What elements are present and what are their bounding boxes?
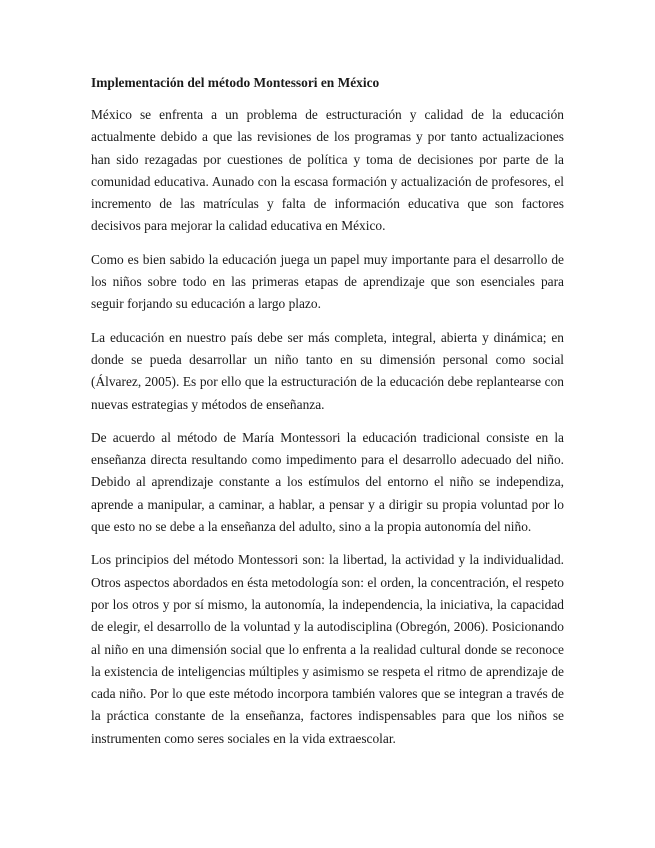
paragraph-2: Como es bien sabido la educación juega un papel muy importante para el desarrollo de los niños sobre todo en las primeras etapas de aprendizaje que son esenciales para seguir forjando su educación a largo plazo. <box>91 251 564 312</box>
paragraph-4: De acuerdo al método de María Montessori la educación tradicional consiste en la enseñanza directa resultando como impedimento para el desarrollo adecuado del niño. Debido al aprendizaje constante a los estímulos del entorno el niño se independiza, aprende a manipular, a caminar, a hablar, a pensar y a dirigir su propia voluntad por lo que esto no se debe a la enseñanza del adulto, sino a la propia autonomía del niño. <box>91 429 564 535</box>
document-body <box>91 74 564 761</box>
paragraph-1: México se enfrenta a un problema de estructuración y calidad de la educación actualmente debido a que las revisiones de los programas y por tanto actualizaciones han sido rezagadas por cuestiones de política y toma de decisiones por parte de la comunidad educativa. Aunado con la escasa formación y actualización de profesores, el incremento de las matrículas y falta de información educativa que son factores decisivos para mejorar la calidad educativa en México. <box>91 107 564 234</box>
document-title: Implementación del método Montessori en México <box>91 75 380 90</box>
paragraph-3: La educación en nuestro país debe ser más completa, integral, abierta y dinámica; en donde se pueda desarrollar un niño tanto en su dimensión personal como social (Álvarez, 2005). Es por ello que la estructuración de la educación debe replantearse con nuevas estrategias y métodos de enseñanza. <box>91 329 564 412</box>
paragraph-5: Los principios del método Montessori son: la libertad, la actividad y la individualidad. Otros aspectos abordados en ésta metodología son: el orden, la concentración, el respeto por los otros y por sí mismo, la autonomía, la independencia, la iniciativa, la capacidad de elegir, el desarrollo de la voluntad y la autodisciplina (Obregón, 2006). Posicionando al niño en una dimensión social que lo enfrenta a la realidad cultural donde se reconoce la existencia de inteligencias múltiples y asimismo se respeta el ritmo de aprendizaje de cada niño. Por lo que este método incorpora también valores que se integran a través de la práctica constante de la enseñanza, factores indispensables para que los niños se instrumenten como seres sociales en la vida extraescolar. <box>91 552 564 746</box>
